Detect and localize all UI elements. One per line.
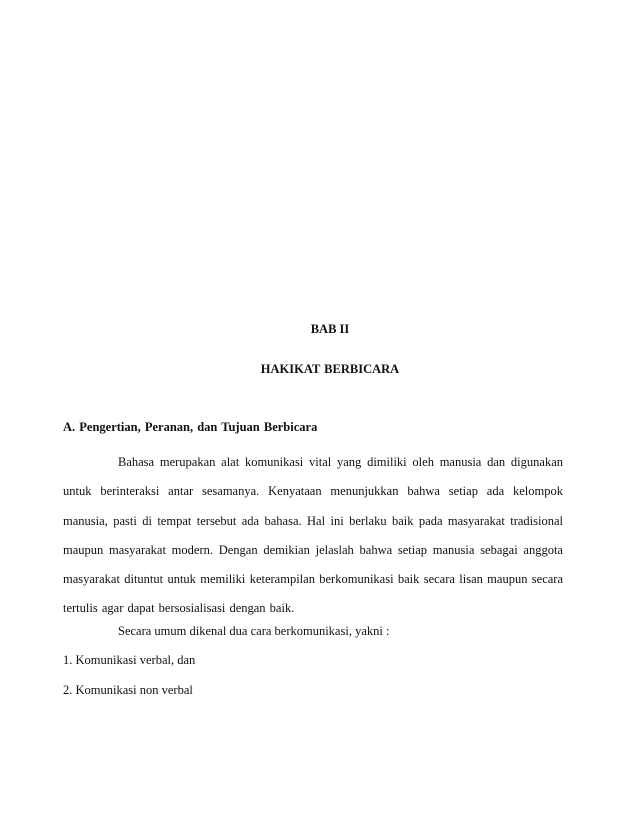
chapter-number: BAB II	[310, 322, 350, 336]
chapter-title: HAKIKAT BERBICARA	[260, 362, 400, 376]
list-item: 1. Komunikasi verbal, dan	[63, 653, 196, 667]
section-heading: A. Pengertian, Peranan, dan Tujuan Berbicara	[63, 420, 318, 434]
body-paragraph-intro-list: Secara umum dikenal dua cara berkomunikasi, yakni :	[118, 624, 390, 638]
body-paragraph: Bahasa merupakan alat komunikasi vital yang dimiliki oleh manusia dan digunakan untuk berinteraksi antar sesamanya. Kenyataan menunjukkan bahwa setiap ada kelompok manusia, pasti di tempat tersebut ada bahasa. Hal ini berlaku baik pada masyarakat tradisional maupun masyarakat modern. Dengan demikian jelaslah bahwa setiap manusia sebagai anggota masyarakat dituntut untuk memiliki keterampilan berkomunikasi baik secara lisan maupun secara tertulis agar dapat bersosialisasi dengan baik.	[63, 455, 563, 616]
list-item: 2. Komunikasi non verbal	[63, 683, 193, 697]
